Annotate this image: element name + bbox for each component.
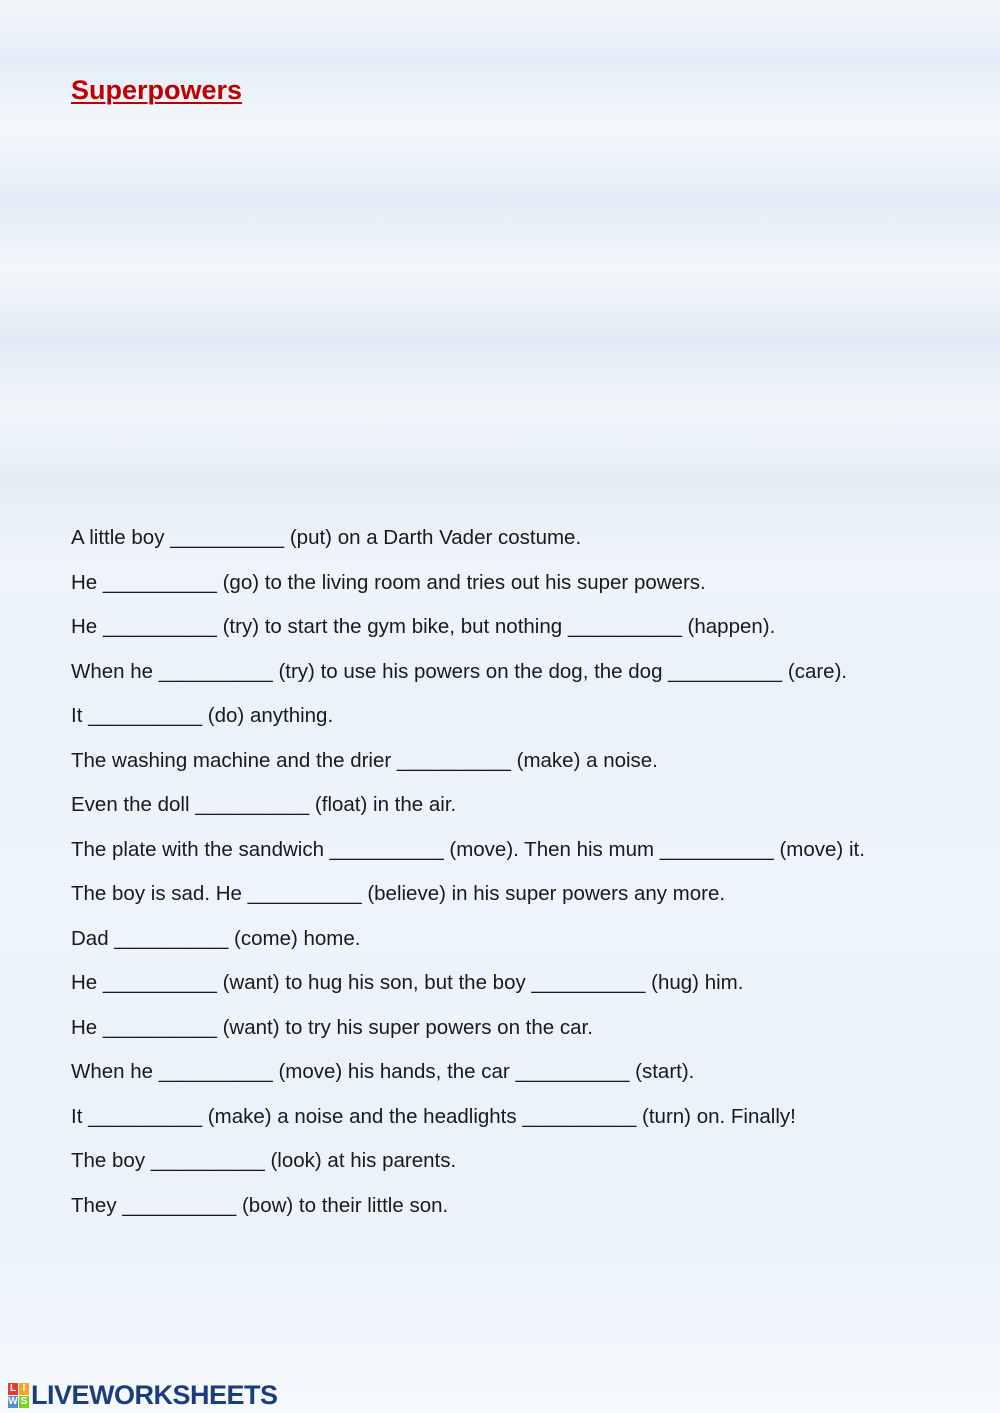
- logo-text: LIVEWORKSHEETS: [31, 1380, 278, 1410]
- exercise-sentence: Even the doll __________ (float) in the air.: [71, 793, 457, 816]
- exercise-sentence: When he __________ (try) to use his powers on the dog, the dog __________ (care).: [71, 659, 848, 683]
- exercise-sentence: When he __________ (move) his hands, the car __________ (start).: [71, 1060, 695, 1083]
- liveworksheets-logo-icon: [8, 1383, 29, 1408]
- exercise-sentence: He __________ (try) to start the gym bike, but nothing __________ (happen).: [71, 615, 776, 638]
- worksheet-title: Superpowers: [71, 75, 243, 105]
- exercise-sentence: They __________ (bow) to their little son.: [71, 1193, 449, 1217]
- logo-letter-w: W: [8, 1395, 18, 1407]
- exercise-sentence: It __________ (do) anything.: [71, 704, 334, 727]
- liveworksheets-logo[interactable]: [8, 1380, 278, 1410]
- exercise-sentence: The plate with the sandwich __________ (move). Then his mum __________ (move) it.: [71, 837, 865, 861]
- exercise-sentence: A little boy __________ (put) on a Darth Vader costume.: [71, 526, 582, 549]
- exercise-sentence: The washing machine and the drier __________ (make) a noise.: [71, 748, 658, 772]
- exercise-list: [71, 522, 971, 1234]
- exercise-sentence: Dad __________ (come) home.: [71, 926, 361, 950]
- exercise-sentence: He __________ (want) to try his super powers on the car.: [71, 1015, 593, 1039]
- logo-letter-s: S: [20, 1395, 28, 1407]
- exercise-sentence: The boy is sad. He __________ (believe) in his super powers any more.: [71, 882, 726, 905]
- logo-letter-i: I: [19, 1383, 29, 1395]
- exercise-sentence: He __________ (go) to the living room and tries out his super powers.: [71, 570, 706, 594]
- logo-letter-l: L: [9, 1382, 17, 1394]
- exercise-sentence: The boy __________ (look) at his parents.: [71, 1149, 457, 1172]
- exercise-sentence: He __________ (want) to hug his son, but the boy __________ (hug) him.: [71, 971, 744, 994]
- exercise-sentence: It __________ (make) a noise and the headlights __________ (turn) on. Finally!: [71, 1104, 796, 1128]
